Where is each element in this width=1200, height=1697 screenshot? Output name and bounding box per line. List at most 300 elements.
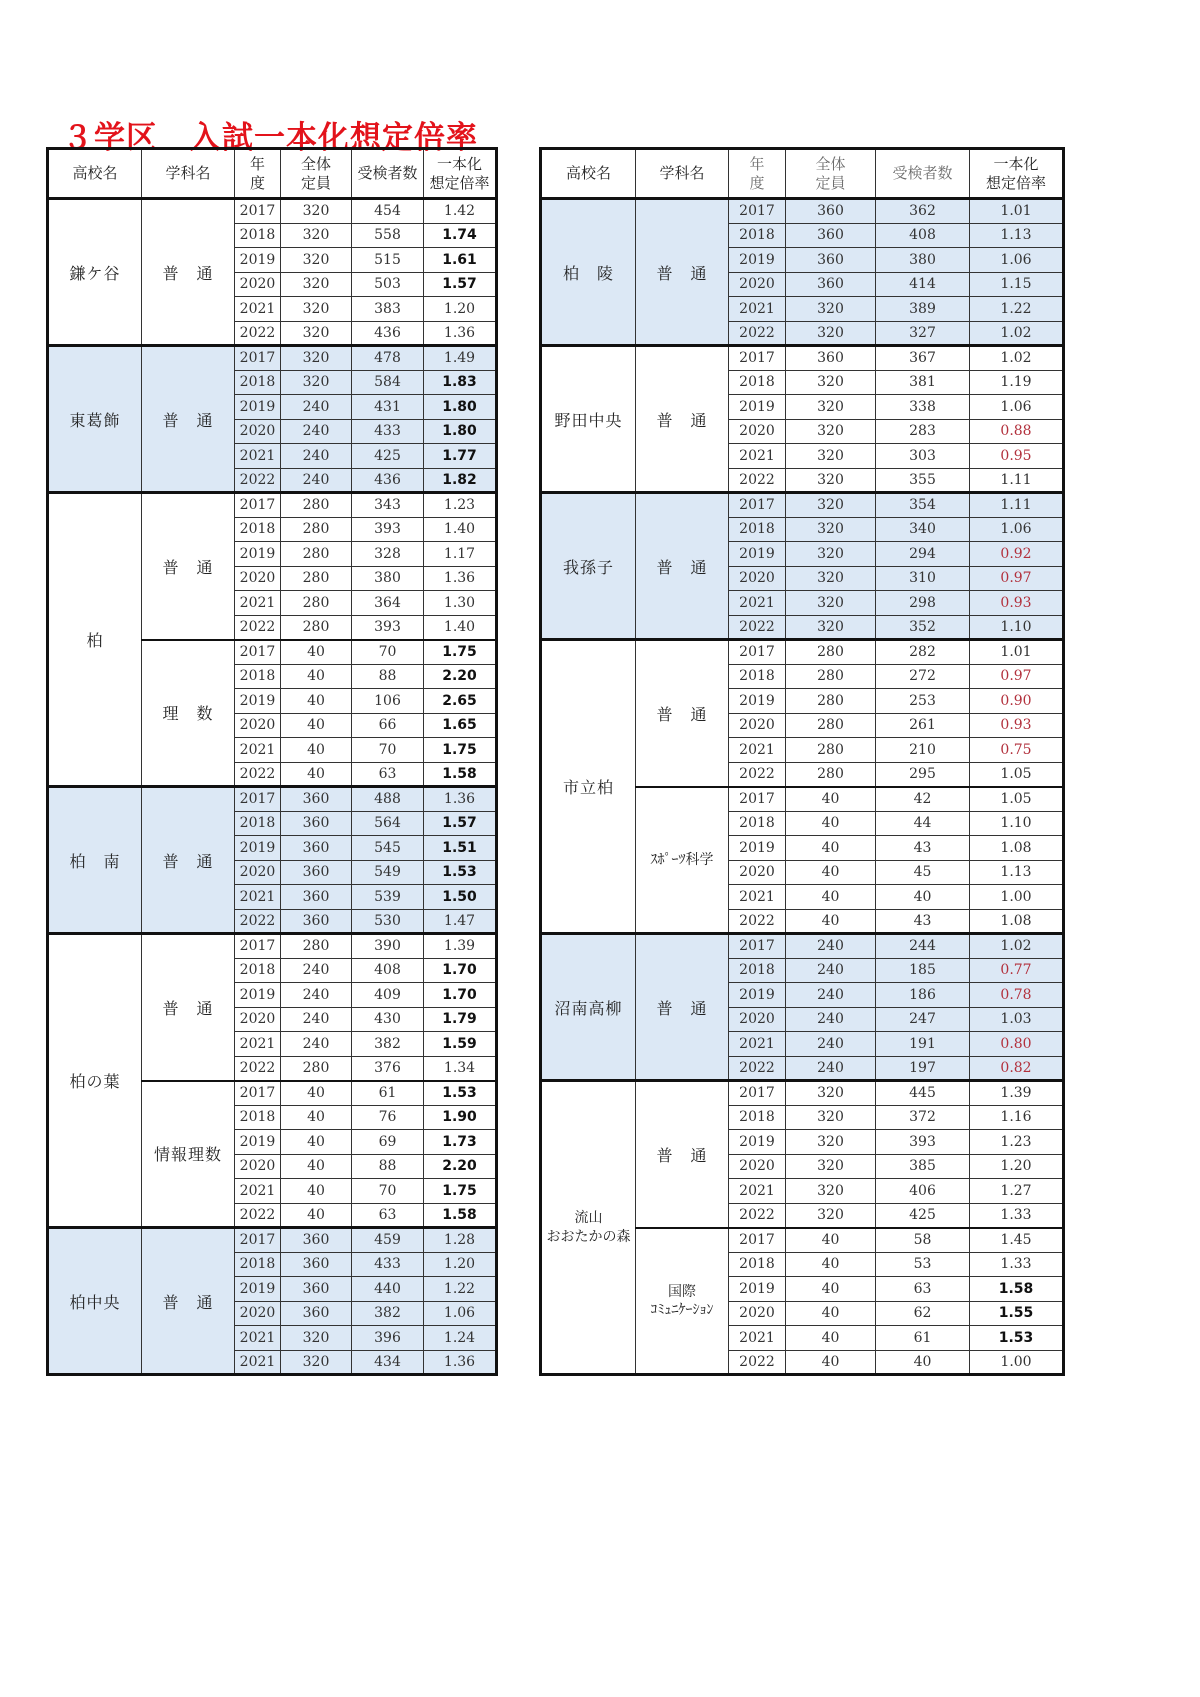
year-cell: 2017	[235, 1081, 281, 1106]
capacity-cell: 280	[281, 493, 352, 518]
ratio-cell: 0.82	[970, 1056, 1064, 1081]
ratio-cell: 1.75	[424, 640, 497, 665]
year-cell: 2019	[235, 1130, 281, 1155]
table-row	[541, 346, 1064, 371]
ratio-cell: 1.36	[424, 566, 497, 591]
examinees-cell: 515	[352, 248, 424, 273]
examinees-cell: 303	[876, 444, 970, 469]
capacity-cell: 320	[786, 566, 876, 591]
capacity-cell: 240	[281, 444, 352, 469]
header-year	[235, 149, 281, 199]
capacity-cell: 40	[786, 1301, 876, 1326]
examinees-cell: 186	[876, 983, 970, 1008]
examinees-cell: 558	[352, 223, 424, 248]
examinees-cell: 70	[352, 738, 424, 763]
capacity-cell: 40	[786, 909, 876, 934]
capacity-cell: 240	[281, 1032, 352, 1057]
year-cell: 2020	[235, 1154, 281, 1179]
header-year	[729, 149, 786, 199]
capacity-cell: 360	[786, 199, 876, 224]
capacity-cell: 280	[281, 591, 352, 616]
capacity-cell: 240	[786, 958, 876, 983]
ratio-cell: 1.01	[970, 640, 1064, 665]
examinees-cell: 380	[876, 248, 970, 273]
dept-name: 普 通	[142, 934, 235, 1081]
year-cell: 2022	[729, 1350, 786, 1375]
examinees-cell: 61	[876, 1326, 970, 1351]
header-dept: 学科名	[636, 149, 729, 199]
year-cell: 2019	[729, 542, 786, 567]
examinees-cell: 88	[352, 1154, 424, 1179]
year-cell: 2022	[729, 321, 786, 346]
ratio-cell: 1.83	[424, 370, 497, 395]
capacity-cell: 280	[281, 615, 352, 640]
examinees-cell: 385	[876, 1154, 970, 1179]
ratio-cell: 1.33	[970, 1252, 1064, 1277]
capacity-cell: 320	[281, 223, 352, 248]
school-name: 柏 南	[48, 787, 142, 934]
year-cell: 2018	[729, 223, 786, 248]
year-cell: 2022	[729, 1203, 786, 1228]
year-cell: 2020	[729, 713, 786, 738]
year-cell: 2022	[729, 909, 786, 934]
capacity-cell: 320	[786, 615, 876, 640]
year-cell: 2020	[235, 1301, 281, 1326]
ratio-cell: 0.88	[970, 419, 1064, 444]
examinees-cell: 69	[352, 1130, 424, 1155]
year-cell: 2022	[235, 468, 281, 493]
ratio-cell: 1.90	[424, 1105, 497, 1130]
ratio-cell: 1.20	[970, 1154, 1064, 1179]
table-row	[541, 1081, 1064, 1106]
capacity-cell: 320	[281, 297, 352, 322]
ratio-cell: 1.45	[970, 1228, 1064, 1253]
capacity-cell: 360	[281, 909, 352, 934]
year-cell: 2022	[729, 1056, 786, 1081]
capacity-cell: 360	[786, 248, 876, 273]
year-cell: 2018	[729, 1252, 786, 1277]
year-cell: 2021	[729, 591, 786, 616]
examinees-cell: 433	[352, 419, 424, 444]
year-cell: 2018	[235, 517, 281, 542]
header-capacity-line1: 全体	[815, 154, 846, 173]
ratio-cell: 1.49	[424, 346, 497, 371]
table-row	[541, 493, 1064, 518]
dept-name: 普 通	[636, 346, 729, 493]
capacity-cell: 280	[281, 542, 352, 567]
examinees-cell: 376	[352, 1056, 424, 1081]
examinees-cell: 272	[876, 664, 970, 689]
ratio-cell: 1.59	[424, 1032, 497, 1057]
examinees-cell: 340	[876, 517, 970, 542]
examinees-cell: 43	[876, 909, 970, 934]
year-cell: 2022	[729, 762, 786, 787]
examinees-cell: 197	[876, 1056, 970, 1081]
ratio-cell: 1.06	[424, 1301, 497, 1326]
ratio-cell: 1.10	[970, 615, 1064, 640]
year-cell: 2020	[729, 272, 786, 297]
header-school: 高校名	[48, 149, 142, 199]
examinees-cell: 88	[352, 664, 424, 689]
examinees-cell: 362	[876, 199, 970, 224]
table-row	[541, 199, 1064, 224]
table-row	[48, 1228, 497, 1253]
capacity-cell: 240	[281, 395, 352, 420]
year-cell: 2020	[729, 1154, 786, 1179]
year-cell: 2022	[729, 468, 786, 493]
examinees-cell: 425	[876, 1203, 970, 1228]
school-name: 鎌ケ谷	[48, 199, 142, 346]
table-row	[48, 493, 497, 518]
examinees-cell: 436	[352, 321, 424, 346]
header-examinees: 受検者数	[876, 149, 970, 199]
school-name: 市立柏	[541, 640, 636, 934]
examinees-cell: 40	[876, 885, 970, 910]
capacity-cell: 240	[281, 983, 352, 1008]
year-cell: 2017	[235, 493, 281, 518]
capacity-cell: 360	[281, 836, 352, 861]
year-cell: 2018	[729, 370, 786, 395]
year-cell: 2019	[729, 1130, 786, 1155]
ratio-cell: 1.57	[424, 811, 497, 836]
capacity-cell: 40	[786, 836, 876, 861]
examinees-cell: 382	[352, 1032, 424, 1057]
year-cell: 2021	[235, 444, 281, 469]
capacity-cell: 320	[281, 370, 352, 395]
year-cell: 2021	[235, 1032, 281, 1057]
examinees-cell: 44	[876, 811, 970, 836]
capacity-cell: 40	[786, 885, 876, 910]
year-cell: 2019	[729, 1277, 786, 1302]
header-year-line2: 度	[749, 173, 765, 192]
school-name: 沼南高柳	[541, 934, 636, 1081]
examinees-cell: 327	[876, 321, 970, 346]
examinees-cell: 210	[876, 738, 970, 763]
examinees-cell: 283	[876, 419, 970, 444]
examinees-cell: 488	[352, 787, 424, 812]
header-ratio-line2: 想定倍率	[985, 173, 1046, 192]
ratio-cell: 1.70	[424, 958, 497, 983]
examinees-cell: 454	[352, 199, 424, 224]
ratio-cell: 1.06	[970, 517, 1064, 542]
examinees-cell: 66	[352, 713, 424, 738]
year-cell: 2020	[729, 566, 786, 591]
ratio-cell: 1.05	[970, 762, 1064, 787]
ratio-cell: 1.70	[424, 983, 497, 1008]
dept-name: ｽﾎﾟｰﾂ科学	[636, 787, 729, 934]
examinees-cell: 63	[352, 762, 424, 787]
examinees-cell: 294	[876, 542, 970, 567]
year-cell: 2021	[235, 1179, 281, 1204]
capacity-cell: 40	[786, 811, 876, 836]
capacity-cell: 320	[786, 542, 876, 567]
capacity-cell: 280	[786, 640, 876, 665]
capacity-cell: 280	[281, 934, 352, 959]
examinees-cell: 425	[352, 444, 424, 469]
year-cell: 2020	[729, 860, 786, 885]
examinees-cell: 338	[876, 395, 970, 420]
year-cell: 2017	[235, 640, 281, 665]
year-cell: 2017	[235, 346, 281, 371]
capacity-cell: 40	[281, 713, 352, 738]
examinees-cell: 459	[352, 1228, 424, 1253]
capacity-cell: 40	[281, 640, 352, 665]
ratio-cell: 1.33	[970, 1203, 1064, 1228]
year-cell: 2017	[729, 934, 786, 959]
examinees-cell: 503	[352, 272, 424, 297]
table-row	[48, 199, 497, 224]
ratio-cell: 1.55	[970, 1301, 1064, 1326]
capacity-cell: 40	[281, 1154, 352, 1179]
examinees-cell: 45	[876, 860, 970, 885]
examinees-cell: 247	[876, 1007, 970, 1032]
year-cell: 2019	[235, 836, 281, 861]
examinees-cell: 106	[352, 689, 424, 714]
capacity-cell: 320	[786, 1179, 876, 1204]
table-row	[541, 640, 1064, 665]
year-cell: 2022	[235, 321, 281, 346]
ratio-cell: 0.92	[970, 542, 1064, 567]
ratio-cell: 1.58	[424, 762, 497, 787]
capacity-cell: 360	[786, 223, 876, 248]
year-cell: 2022	[235, 1056, 281, 1081]
year-cell: 2021	[235, 591, 281, 616]
year-cell: 2019	[235, 248, 281, 273]
dept-name: 普 通	[142, 346, 235, 493]
ratio-cell: 1.24	[424, 1326, 497, 1351]
ratio-cell: 1.39	[424, 934, 497, 959]
year-cell: 2017	[235, 199, 281, 224]
ratio-cell: 1.80	[424, 395, 497, 420]
ratio-cell: 1.10	[970, 811, 1064, 836]
table-row	[48, 787, 497, 812]
table-row	[48, 934, 497, 959]
ratio-cell: 1.75	[424, 738, 497, 763]
examinees-cell: 372	[876, 1105, 970, 1130]
examinees-cell: 282	[876, 640, 970, 665]
capacity-cell: 320	[786, 591, 876, 616]
ratio-cell: 1.02	[970, 346, 1064, 371]
examinees-cell: 40	[876, 1350, 970, 1375]
school-name: 流山 おおたかの森	[541, 1081, 636, 1375]
ratio-cell: 1.05	[970, 787, 1064, 812]
dept-name: 普 通	[142, 787, 235, 934]
capacity-cell: 280	[786, 738, 876, 763]
capacity-cell: 280	[281, 1056, 352, 1081]
header-capacity	[786, 149, 876, 199]
capacity-cell: 320	[786, 321, 876, 346]
capacity-cell: 320	[786, 1081, 876, 1106]
school-name: 東葛飾	[48, 346, 142, 493]
capacity-cell: 320	[281, 1350, 352, 1375]
ratio-cell: 0.80	[970, 1032, 1064, 1057]
ratio-cell: 1.06	[970, 395, 1064, 420]
capacity-cell: 240	[281, 958, 352, 983]
capacity-cell: 280	[786, 762, 876, 787]
dept-name: 普 通	[636, 1081, 729, 1228]
dept-name: 国際 ｺﾐｭﾆｹｰｼｮﾝ	[636, 1228, 729, 1375]
ratio-cell: 0.78	[970, 983, 1064, 1008]
examinees-cell: 382	[352, 1301, 424, 1326]
year-cell: 2022	[235, 762, 281, 787]
examinees-cell: 354	[876, 493, 970, 518]
header-dept: 学科名	[142, 149, 235, 199]
ratio-cell: 1.17	[424, 542, 497, 567]
examinees-cell: 393	[876, 1130, 970, 1155]
ratio-cell: 1.73	[424, 1130, 497, 1155]
capacity-cell: 320	[281, 199, 352, 224]
year-cell: 2020	[235, 1007, 281, 1032]
year-cell: 2019	[235, 689, 281, 714]
examinees-cell: 63	[876, 1277, 970, 1302]
capacity-cell: 240	[786, 1056, 876, 1081]
ratio-cell: 1.47	[424, 909, 497, 934]
examinees-cell: 478	[352, 346, 424, 371]
ratio-cell: 1.80	[424, 419, 497, 444]
header-year-line1: 年	[749, 154, 765, 173]
examinees-cell: 393	[352, 615, 424, 640]
capacity-cell: 360	[786, 272, 876, 297]
capacity-cell: 320	[786, 419, 876, 444]
ratio-cell: 1.23	[424, 493, 497, 518]
ratio-cell: 1.06	[970, 248, 1064, 273]
year-cell: 2019	[235, 542, 281, 567]
capacity-cell: 360	[281, 860, 352, 885]
ratio-cell: 1.19	[970, 370, 1064, 395]
capacity-cell: 360	[281, 811, 352, 836]
year-cell: 2018	[235, 223, 281, 248]
examinees-cell: 409	[352, 983, 424, 1008]
header-ratio-line1: 一本化	[993, 154, 1039, 173]
examinees-cell: 53	[876, 1252, 970, 1277]
ratio-cell: 1.50	[424, 885, 497, 910]
examinees-cell: 343	[352, 493, 424, 518]
year-cell: 2019	[729, 983, 786, 1008]
capacity-cell: 320	[786, 1154, 876, 1179]
ratio-cell: 1.20	[424, 297, 497, 322]
capacity-cell: 40	[786, 1350, 876, 1375]
ratio-cell: 1.65	[424, 713, 497, 738]
examinees-cell: 414	[876, 272, 970, 297]
year-cell: 2018	[235, 664, 281, 689]
table-row	[48, 346, 497, 371]
year-cell: 2019	[729, 248, 786, 273]
capacity-cell: 360	[281, 1228, 352, 1253]
year-cell: 2018	[729, 664, 786, 689]
examinees-cell: 445	[876, 1081, 970, 1106]
examinees-cell: 433	[352, 1252, 424, 1277]
examinees-cell: 408	[352, 958, 424, 983]
year-cell: 2019	[729, 395, 786, 420]
examinees-cell: 70	[352, 640, 424, 665]
year-cell: 2019	[235, 1277, 281, 1302]
capacity-cell: 320	[786, 1203, 876, 1228]
school-name: 我孫子	[541, 493, 636, 640]
examinees-cell: 76	[352, 1105, 424, 1130]
year-cell: 2017	[235, 1228, 281, 1253]
ratio-cell: 1.16	[970, 1105, 1064, 1130]
header-school: 高校名	[541, 149, 636, 199]
capacity-cell: 40	[281, 689, 352, 714]
capacity-cell: 280	[786, 689, 876, 714]
capacity-cell: 320	[786, 1130, 876, 1155]
year-cell: 2021	[235, 738, 281, 763]
year-cell: 2021	[729, 1032, 786, 1057]
ratio-cell: 1.34	[424, 1056, 497, 1081]
examinees-cell: 396	[352, 1326, 424, 1351]
year-cell: 2021	[729, 297, 786, 322]
examinees-cell: 352	[876, 615, 970, 640]
header-row	[48, 149, 497, 199]
dept-name: 普 通	[142, 1228, 235, 1375]
ratio-cell: 1.13	[970, 860, 1064, 885]
capacity-cell: 40	[786, 860, 876, 885]
header-year-line2: 度	[249, 173, 265, 192]
ratio-cell: 0.75	[970, 738, 1064, 763]
examinees-cell: 549	[352, 860, 424, 885]
examinees-cell: 62	[876, 1301, 970, 1326]
ratio-cell: 1.39	[970, 1081, 1064, 1106]
ratio-cell: 1.40	[424, 517, 497, 542]
ratio-cell: 1.23	[970, 1130, 1064, 1155]
header-capacity	[281, 149, 352, 199]
ratio-cell: 1.02	[970, 321, 1064, 346]
ratio-cell: 1.53	[970, 1326, 1064, 1351]
ratio-cell: 1.36	[424, 321, 497, 346]
ratio-cell: 1.36	[424, 787, 497, 812]
table-row	[541, 934, 1064, 959]
examinees-cell: 310	[876, 566, 970, 591]
capacity-cell: 320	[281, 346, 352, 371]
examinees-cell: 328	[352, 542, 424, 567]
capacity-cell: 240	[281, 468, 352, 493]
capacity-cell: 40	[281, 1203, 352, 1228]
capacity-cell: 320	[786, 517, 876, 542]
capacity-cell: 360	[786, 346, 876, 371]
examinees-cell: 430	[352, 1007, 424, 1032]
dept-name: 普 通	[636, 493, 729, 640]
dept-name: 普 通	[142, 199, 235, 346]
ratio-cell: 0.97	[970, 566, 1064, 591]
ratio-cell: 1.53	[424, 1081, 497, 1106]
year-cell: 2017	[729, 346, 786, 371]
school-name: 野田中央	[541, 346, 636, 493]
ratio-cell: 1.11	[970, 493, 1064, 518]
ratio-cell: 1.30	[424, 591, 497, 616]
school-name: 柏	[48, 493, 142, 787]
year-cell: 2020	[729, 1301, 786, 1326]
examinees-cell: 261	[876, 713, 970, 738]
header-capacity-line2: 定員	[300, 173, 331, 192]
header-examinees: 受検者数	[352, 149, 424, 199]
left-ratio-table	[46, 147, 498, 1376]
ratio-cell: 1.51	[424, 836, 497, 861]
examinees-cell: 539	[352, 885, 424, 910]
year-cell: 2021	[729, 738, 786, 763]
capacity-cell: 360	[281, 1277, 352, 1302]
ratio-cell: 2.65	[424, 689, 497, 714]
page-title: ３学区 入試一本化想定倍率	[62, 120, 478, 156]
ratio-cell: 1.02	[970, 934, 1064, 959]
capacity-cell: 280	[281, 517, 352, 542]
examinees-cell: 383	[352, 297, 424, 322]
year-cell: 2021	[235, 885, 281, 910]
ratio-cell: 1.74	[424, 223, 497, 248]
examinees-cell: 364	[352, 591, 424, 616]
year-cell: 2017	[235, 787, 281, 812]
year-cell: 2018	[235, 1105, 281, 1130]
year-cell: 2022	[235, 1203, 281, 1228]
